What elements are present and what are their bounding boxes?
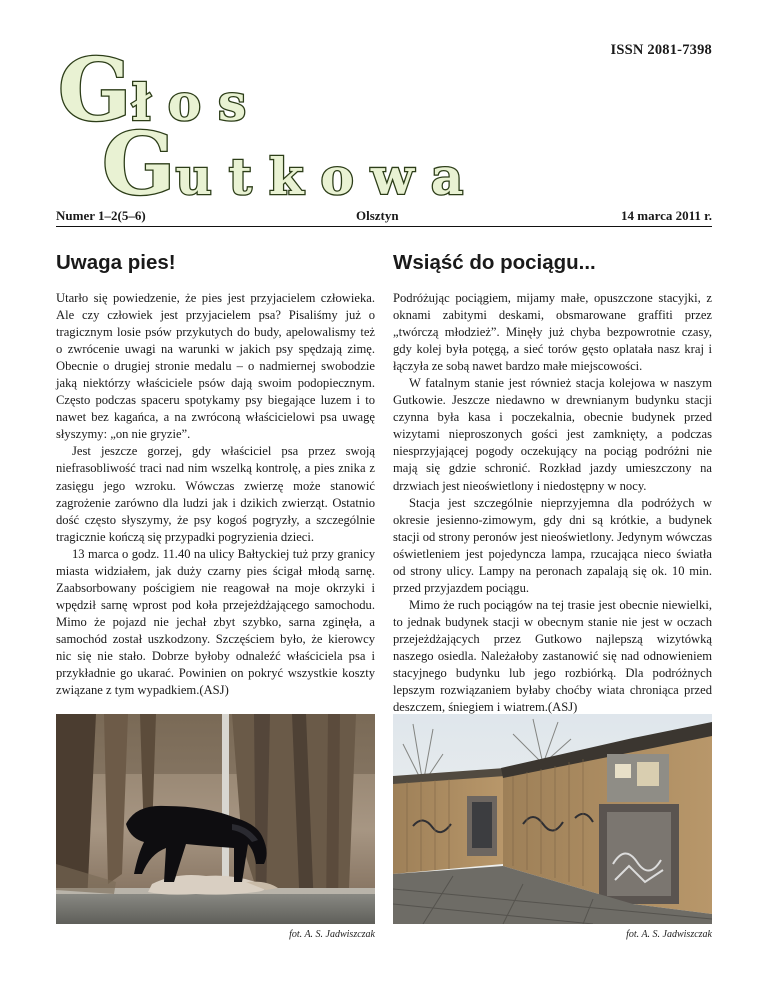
article-paragraph: 13 marca o godz. 11.40 na ulicy Bałtyckiej tuż przy granicy miasta widziałem, jak duży czarny pies ścigał młodą sarnę. Zaabsorbowany pościgiem nie reagował na moje okrzyki i wpędził sarnę wprost pod koła przejeżdżającego samochodu. Mimo że pojazd nie jechał zbyt szybko, sarna zginęła, a samochód został uszkodzony. Szczęściem było, że kierowcy nic się nie stało. Dobrze byłoby odnaleźć właściciela psa i przykładnie go ukarać. Powinien on pokryć wszystkie koszty związane z tym wypadkiem.(ASJ) [56,546,375,698]
article-paragraph: W fatalnym stanie jest również stacja kolejowa w naszym Gutkowie. Jeszcze niedawno w drewnianym budynku stacji czynna była kasa i poczekalnia, obecnie budynek przed wizytami nieproszonych gości jest zamknięty, a podczas niesprzyjającej pogody oczekujący na pociąg podróżni nie mają się gdzie schronić. Rozkład jazdy umieszczony na drzwiach jest nieoświetlony i niedostępny w nocy. [393,376,712,493]
article-title: Uwaga pies! [56,251,176,274]
photo-caption: fot. A. S. Jadwiszczak [626,929,712,940]
article-dog [56,250,375,699]
article-paragraph: Podróżując pociągiem, mijamy małe, opuszczone stacyjki, z oknami zabitymi deskami, obsmarowane graffiti przez „twórczą młodzież”. Minęły już chyba bezpowrotnie czasy, gdy kolej była potęgą, a sieć torów gęsto oplatała nasz kraj i łączyła ze sobą nawet bardzo małe miejscowości. [393,291,712,374]
article-title: Wsiąść do pociągu... [393,251,596,274]
article-train [393,250,712,716]
article-paragraph: Mimo że ruch pociągów na tej trasie jest obecnie niewielki, to jednak budynek stacji w obecnym stanie nie jest w oczach przejeżdżających przez Gutkowo najlepszą wizytówką naszego osiedla. Należałoby zastanowić się nad odnowieniem stacyjnego budynku lub jego rozbiórką. Dla podróżnych lepszym rozwiązaniem byłaby choćby wiata chroniąca przed deszczem, śniegiem i wiatrem.(ASJ) [393,597,712,715]
issue-number: Numer 1–2(5–6) [56,208,146,223]
issue-info-bar [56,208,712,226]
header-divider [56,226,712,227]
article-paragraph: Utarło się powiedzenie, że pies jest przyjacielem człowieka. Ale czy człowiek jest przyjacielem psa? Pisaliśmy już o tragicznym losie psów przykutych do budy, apelowalismy też o zwrócenie uwagi na warunki w jakich psy spędzają zimę. Obecnie o drugiej stronie medalu – o nadmiernej swobodzie jaką niektórzy właściciele psów dają swoim podopiecznym. Często podczas spaceru spotykamy psy biegające luzem i to nawet bez kagańca, a na zwróconą właścicielowi psa uwagę słyszymy: „on nie gryzie”. [56,291,375,442]
masthead-logo [58,40,718,215]
station-photo [393,714,712,924]
dog-photo [56,714,375,924]
issue-date: 14 marca 2011 r. [621,208,712,223]
issn-number: ISSN 2081-7398 [610,42,712,58]
issue-place: Olsztyn [356,208,399,223]
photo-caption: fot. A. S. Jadwiszczak [289,929,375,940]
masthead-cap-2: G [102,114,176,215]
masthead-cap-1: G [58,40,132,141]
article-paragraph: Stacja jest szczególnie nieprzyjemna dla podróżych w okresie jesienno-zimowym, gdy dni są krótkie, a budynek stacji od strony peronów jest nieoświetlony. Jedynym wówczas oświetleniem jest pojedyncza lampa, rzucająca nieco światła od strony ulicy. Lampy na peronach zapalają się ok. 10 min. przed przyjazdem pociągu. [393,495,712,595]
masthead-rest-1: łos [131,73,264,132]
masthead-rest-2: utkowa [175,147,481,206]
article-paragraph: Jest jeszcze gorzej, gdy właściciel psa przez swoją niefrasobliwość traci nad nim wszelką kontrolę, a pies znika z zasięgu jego wzroku. Wówczas zwierzę może stanowić zagrożenie zarówno dla ludzi jak i dzikich zwierząt. Ostatnio dość często słyszymy, że psy kogoś pogryzły, a szczególnie tragicznie kończą się przypadki pogryzienia dzieci. [56,444,375,544]
